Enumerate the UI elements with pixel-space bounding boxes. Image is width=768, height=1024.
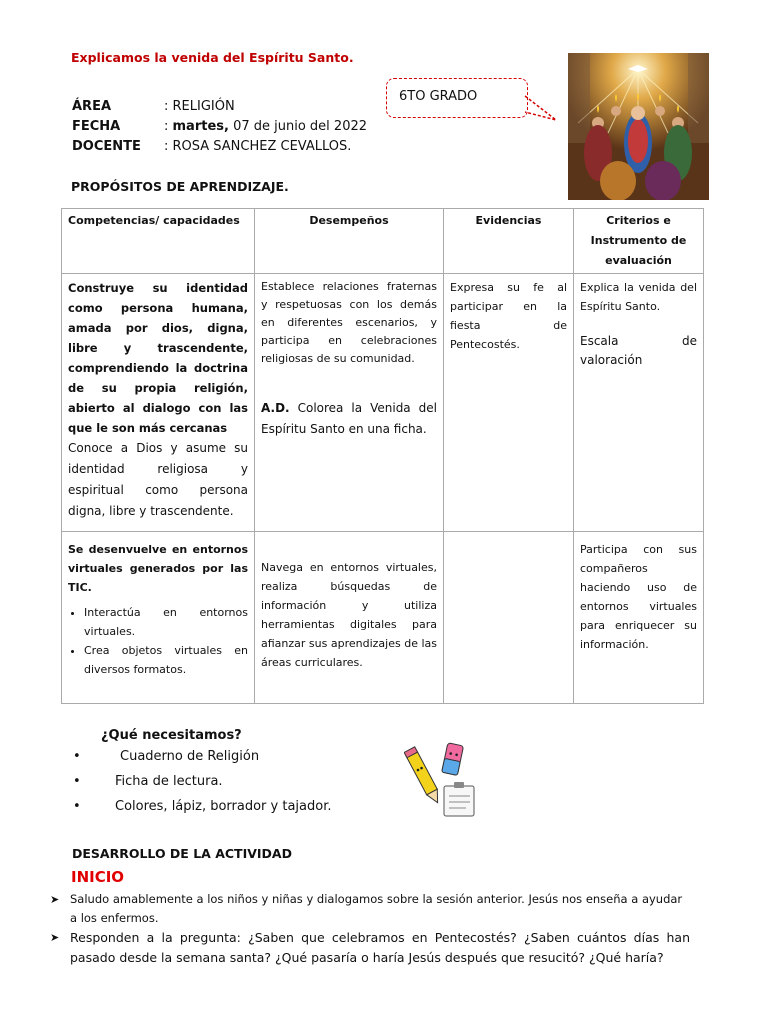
ad-text: Colorea la Venida del Espíritu Santo en una ficha. [261,401,437,436]
list-item: • Cuaderno de Religión [73,749,260,764]
area-row [72,99,235,114]
grade-text: 6TO GRADO [399,89,478,104]
purposes-title: PROPÓSITOS DE APRENDIZAJE. [71,179,289,194]
step-text: Saludo amablemente a los niños y niñas y dialogamos sobre la sesión anterior. Jesús nos enseña a ayudar a los enfermos. [70,892,683,925]
pentecost-painting [568,53,709,200]
cell-criterio-2 [574,532,704,704]
arrow-bullet-icon: ➤ [50,931,60,944]
list-item [50,890,690,928]
area-value: : RELIGIÓN [164,99,235,114]
evidencia-text: Expresa su fe al participar en la fiesta de Pentecostés. [450,281,567,351]
header-evidencias: Evidencias [444,209,574,274]
header-competencias: Competencias/ capacidades [62,209,255,274]
capacidad-text: Conoce a Dios y asume su identidad religiosa y espiritual como persona digna, libre y trascendente. [68,441,248,518]
ad-label: A.D. [261,401,290,415]
table-row [62,532,704,704]
criterio-tic: Participa con sus compañeros haciendo uso de entornos virtuales para enriquecer su información. [580,543,697,651]
list-item: • Crea objetos virtuales en diversos formatos. [84,641,248,679]
cell-competencia-1 [62,274,255,532]
list-item: • Ficha de lectura. [73,774,223,789]
docente-row [72,139,351,154]
list-item [50,928,690,967]
step-text: Responden a la pregunta: ¿Saben que celebramos en Pentecostés? ¿Saben cuántos días han pasado desde la semana santa? ¿Qué pasaría o haría Jesús después que resucitó? ¿Qué haría? [70,930,690,965]
list-item: • Interactúa en entornos virtuales. [84,603,248,641]
fecha-label: FECHA [72,119,121,134]
fecha-day: martes, [172,119,229,134]
cell-desempeno-1 [255,274,444,532]
table-row [62,274,704,532]
cell-desempeno-2 [255,532,444,704]
fecha-prefix: : [164,119,173,134]
school-supplies-icon [404,742,478,820]
docente-label: DOCENTE [72,139,141,154]
docente-value: : ROSA SANCHEZ CEVALLOS. [164,139,352,154]
cell-criterio-1 [574,274,704,532]
cell-evidencia-2 [444,532,574,704]
inicio-label: INICIO [71,868,125,886]
capacidades-list [68,603,248,679]
grade-callout [386,78,528,118]
area-label: ÁREA [72,99,112,114]
callout-tail [524,92,560,124]
header-desempenos: Desempeños [255,209,444,274]
header-criterios: Criterios e Instrumento de evaluación [574,209,704,274]
list-item: • Colores, lápiz, borrador y tajador. [73,799,332,814]
cell-competencia-2 [62,532,255,704]
desempeno-tic: Navega en entornos virtuales, realiza búsquedas de información y utiliza herramientas digitales para afianzar sus aprendizajes de las áreas curriculares. [261,561,437,669]
instrumento-text: Escala de valoración [580,334,697,367]
criterio-text: Explica la venida del Espíritu Santo. [580,281,697,313]
competencia-tic: Se desenvuelve en entornos virtuales generados por las TIC. [68,543,248,594]
needs-title: ¿Qué necesitamos? [101,728,242,743]
cell-evidencia-1 [444,274,574,532]
fecha-date: 07 de junio del 2022 [228,119,368,134]
document-title: Explicamos la venida del Espíritu Santo. [71,50,354,65]
table-header-row [62,209,704,274]
fecha-row [72,119,367,134]
arrow-bullet-icon: ➤ [50,893,60,906]
learning-table [61,208,704,704]
competencia-bold: Construye su identidad como persona humana, amada por dios, digna, libre y trascendente, comprendiendo la doctrina de su propia religión, abierto al dialogo con las que le son más cercanas [68,281,248,435]
desempeno-text: Establece relaciones fraternas y respetuosas con los demás en diferentes escenarios, y participa en celebraciones religiosas de su comunidad. [261,280,437,365]
development-title: DESARROLLO DE LA ACTIVIDAD [72,846,292,861]
